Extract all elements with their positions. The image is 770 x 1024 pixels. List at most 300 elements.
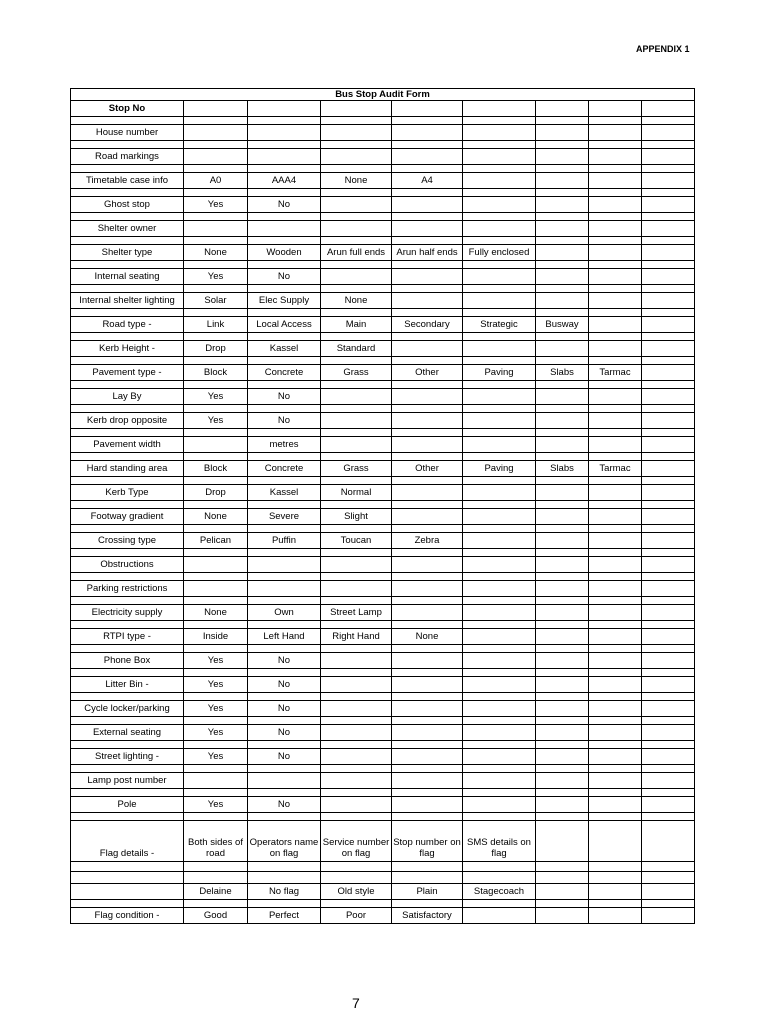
option-cell[interactable]: [321, 581, 392, 597]
option-cell[interactable]: Yes: [184, 269, 248, 285]
option-cell[interactable]: Severe: [248, 509, 321, 525]
option-cell[interactable]: [589, 221, 642, 237]
option-cell[interactable]: [642, 437, 695, 453]
option-cell[interactable]: Yes: [184, 749, 248, 765]
option-cell[interactable]: [536, 821, 589, 862]
option-cell[interactable]: [589, 797, 642, 813]
option-cell[interactable]: Slabs: [536, 461, 589, 477]
option-cell[interactable]: Stagecoach: [463, 884, 536, 900]
option-cell[interactable]: [392, 653, 463, 669]
option-cell[interactable]: [463, 773, 536, 789]
option-cell[interactable]: [536, 173, 589, 189]
option-cell[interactable]: [642, 245, 695, 261]
option-cell[interactable]: [642, 173, 695, 189]
spacer-cell: [184, 213, 248, 221]
option-cell[interactable]: [463, 125, 536, 141]
option-cell[interactable]: [536, 149, 589, 165]
option-cell[interactable]: [248, 557, 321, 573]
option-cell[interactable]: [321, 677, 392, 693]
row-label: Electricity supply: [71, 605, 184, 621]
option-cell[interactable]: [642, 125, 695, 141]
table-cell[interactable]: [392, 101, 463, 117]
option-cell[interactable]: Slight: [321, 509, 392, 525]
spacer-cell: [463, 597, 536, 605]
option-cell[interactable]: A0: [184, 173, 248, 189]
table-cell[interactable]: [589, 101, 642, 117]
option-cell[interactable]: [589, 821, 642, 862]
option-cell[interactable]: Arun full ends: [321, 245, 392, 261]
option-cell[interactable]: Puffin: [248, 533, 321, 549]
option-cell[interactable]: [642, 653, 695, 669]
option-cell[interactable]: [536, 581, 589, 597]
option-cell[interactable]: [589, 701, 642, 717]
option-cell[interactable]: [392, 413, 463, 429]
option-cell[interactable]: Own: [248, 605, 321, 621]
option-cell[interactable]: [184, 773, 248, 789]
spacer-cell: [642, 453, 695, 461]
option-cell[interactable]: [463, 629, 536, 645]
option-cell[interactable]: No: [248, 197, 321, 213]
option-cell[interactable]: [392, 725, 463, 741]
option-cell[interactable]: [392, 509, 463, 525]
option-cell[interactable]: [321, 725, 392, 741]
option-cell[interactable]: [589, 245, 642, 261]
option-cell[interactable]: [392, 605, 463, 621]
option-cell[interactable]: [392, 389, 463, 405]
spacer-cell: [392, 165, 463, 173]
stop-no-row: [71, 101, 695, 117]
spacer-cell: [71, 525, 184, 533]
option-cell[interactable]: Plain: [392, 884, 463, 900]
spacer-cell: [463, 813, 536, 821]
option-cell[interactable]: A4: [392, 173, 463, 189]
option-cell[interactable]: [642, 701, 695, 717]
option-cell[interactable]: [642, 269, 695, 285]
option-cell[interactable]: [463, 797, 536, 813]
option-cell[interactable]: [589, 677, 642, 693]
option-cell[interactable]: [589, 629, 642, 645]
option-cell[interactable]: [392, 581, 463, 597]
option-cell[interactable]: [392, 677, 463, 693]
option-cell[interactable]: Wooden: [248, 245, 321, 261]
option-cell[interactable]: Block: [184, 365, 248, 381]
table-cell[interactable]: [642, 101, 695, 117]
option-cell[interactable]: [392, 749, 463, 765]
table-row: [71, 749, 695, 765]
option-cell[interactable]: [184, 149, 248, 165]
option-cell[interactable]: [321, 653, 392, 669]
table-row: [71, 461, 695, 477]
spacer-cell: [463, 381, 536, 389]
table-cell[interactable]: [321, 101, 392, 117]
option-cell[interactable]: [321, 557, 392, 573]
option-cell[interactable]: [463, 221, 536, 237]
option-cell[interactable]: Arun half ends: [392, 245, 463, 261]
option-cell[interactable]: Satisfactory: [392, 908, 463, 924]
spacer-cell: [184, 501, 248, 509]
option-cell[interactable]: [321, 221, 392, 237]
option-cell[interactable]: [642, 149, 695, 165]
option-cell[interactable]: Paving: [463, 365, 536, 381]
option-cell[interactable]: [642, 884, 695, 900]
option-cell[interactable]: [463, 908, 536, 924]
option-cell[interactable]: None: [184, 245, 248, 261]
option-cell[interactable]: [536, 509, 589, 525]
option-cell[interactable]: [536, 725, 589, 741]
option-cell[interactable]: [642, 677, 695, 693]
option-cell[interactable]: [642, 773, 695, 789]
option-cell[interactable]: Yes: [184, 197, 248, 213]
spacer-cell: [642, 381, 695, 389]
option-cell[interactable]: [642, 605, 695, 621]
spacer-cell: [184, 872, 248, 884]
option-cell[interactable]: Delaine: [184, 884, 248, 900]
spacer-cell: [248, 141, 321, 149]
option-cell[interactable]: Good: [184, 908, 248, 924]
option-cell[interactable]: [536, 557, 589, 573]
option-cell[interactable]: No flag: [248, 884, 321, 900]
option-cell[interactable]: [589, 533, 642, 549]
option-cell[interactable]: [463, 269, 536, 285]
option-cell[interactable]: [184, 221, 248, 237]
option-cell[interactable]: Grass: [321, 365, 392, 381]
option-cell[interactable]: Yes: [184, 797, 248, 813]
option-cell[interactable]: [642, 485, 695, 501]
option-cell[interactable]: [589, 149, 642, 165]
option-cell[interactable]: Pelican: [184, 533, 248, 549]
option-cell[interactable]: [536, 677, 589, 693]
option-cell[interactable]: No: [248, 653, 321, 669]
option-cell[interactable]: [589, 605, 642, 621]
option-cell[interactable]: No: [248, 725, 321, 741]
option-cell[interactable]: SMS details on flag: [463, 821, 536, 862]
option-cell[interactable]: [463, 173, 536, 189]
table-cell[interactable]: [184, 101, 248, 117]
option-cell[interactable]: [463, 413, 536, 429]
option-cell[interactable]: No: [248, 389, 321, 405]
option-cell[interactable]: Local Access: [248, 317, 321, 333]
option-cell[interactable]: Concrete: [248, 461, 321, 477]
option-cell[interactable]: AAA4: [248, 173, 321, 189]
option-cell[interactable]: [463, 605, 536, 621]
option-cell[interactable]: [589, 749, 642, 765]
option-cell[interactable]: Right Hand: [321, 629, 392, 645]
spacer-cell: [589, 862, 642, 872]
option-cell[interactable]: Main: [321, 317, 392, 333]
option-cell[interactable]: [536, 221, 589, 237]
spacer-cell: [536, 285, 589, 293]
option-cell[interactable]: Other: [392, 461, 463, 477]
option-cell[interactable]: No: [248, 677, 321, 693]
option-cell[interactable]: None: [184, 509, 248, 525]
spacer-cell: [642, 285, 695, 293]
spacer-row: [71, 549, 695, 557]
option-cell[interactable]: [642, 557, 695, 573]
option-cell[interactable]: [536, 605, 589, 621]
spacer-cell: [642, 165, 695, 173]
option-cell[interactable]: [392, 437, 463, 453]
option-cell[interactable]: Drop: [184, 485, 248, 501]
option-cell[interactable]: [642, 821, 695, 862]
option-cell[interactable]: Paving: [463, 461, 536, 477]
option-cell[interactable]: [536, 125, 589, 141]
option-cell[interactable]: [463, 581, 536, 597]
option-cell[interactable]: [536, 389, 589, 405]
option-cell[interactable]: [642, 797, 695, 813]
table-cell[interactable]: [463, 101, 536, 117]
option-cell[interactable]: [589, 341, 642, 357]
option-cell[interactable]: [463, 749, 536, 765]
option-cell[interactable]: [536, 629, 589, 645]
option-cell[interactable]: [536, 908, 589, 924]
option-cell[interactable]: Poor: [321, 908, 392, 924]
spacer-cell: [392, 213, 463, 221]
option-cell[interactable]: [536, 413, 589, 429]
option-cell[interactable]: [463, 701, 536, 717]
spacer-cell: [321, 525, 392, 533]
spacer-cell: [392, 261, 463, 269]
option-cell[interactable]: [321, 797, 392, 813]
option-cell[interactable]: Tarmac: [589, 365, 642, 381]
spacer-cell: [589, 717, 642, 725]
spacer-cell: [642, 900, 695, 908]
option-cell[interactable]: Yes: [184, 653, 248, 669]
option-cell[interactable]: [463, 557, 536, 573]
table-cell[interactable]: [248, 101, 321, 117]
option-cell[interactable]: [642, 509, 695, 525]
option-cell[interactable]: Perfect: [248, 908, 321, 924]
spacer-cell: [642, 765, 695, 773]
option-cell[interactable]: [248, 125, 321, 141]
option-cell[interactable]: [589, 509, 642, 525]
option-cell[interactable]: [463, 341, 536, 357]
option-cell[interactable]: [392, 197, 463, 213]
option-cell[interactable]: Yes: [184, 413, 248, 429]
option-cell[interactable]: [321, 773, 392, 789]
option-cell[interactable]: [392, 773, 463, 789]
option-cell[interactable]: [589, 389, 642, 405]
table-cell[interactable]: [536, 101, 589, 117]
option-cell[interactable]: [321, 149, 392, 165]
option-cell[interactable]: [536, 884, 589, 900]
option-cell[interactable]: [642, 221, 695, 237]
option-cell[interactable]: Operators name on flag: [248, 821, 321, 862]
option-cell[interactable]: [589, 125, 642, 141]
option-cell[interactable]: [642, 533, 695, 549]
option-cell[interactable]: [642, 749, 695, 765]
option-cell[interactable]: [589, 413, 642, 429]
option-cell[interactable]: Yes: [184, 701, 248, 717]
option-cell[interactable]: [536, 293, 589, 309]
spacer-cell: [248, 357, 321, 365]
option-cell[interactable]: [536, 773, 589, 789]
option-cell[interactable]: Block: [184, 461, 248, 477]
option-cell[interactable]: [589, 269, 642, 285]
spacer-cell: [589, 429, 642, 437]
option-cell[interactable]: [589, 773, 642, 789]
option-cell[interactable]: [463, 293, 536, 309]
option-cell[interactable]: No: [248, 269, 321, 285]
option-cell[interactable]: [392, 149, 463, 165]
option-cell[interactable]: [184, 557, 248, 573]
option-cell[interactable]: No: [248, 413, 321, 429]
option-cell[interactable]: [589, 293, 642, 309]
option-cell[interactable]: [463, 149, 536, 165]
option-cell[interactable]: [392, 269, 463, 285]
option-cell[interactable]: [536, 749, 589, 765]
option-cell[interactable]: [463, 389, 536, 405]
option-cell[interactable]: [321, 749, 392, 765]
option-cell[interactable]: Normal: [321, 485, 392, 501]
option-cell[interactable]: [248, 773, 321, 789]
option-cell[interactable]: No: [248, 701, 321, 717]
option-cell[interactable]: [589, 725, 642, 741]
option-cell[interactable]: Kassel: [248, 341, 321, 357]
option-cell[interactable]: [463, 677, 536, 693]
option-cell[interactable]: [642, 461, 695, 477]
option-cell[interactable]: [463, 509, 536, 525]
option-cell[interactable]: Slabs: [536, 365, 589, 381]
option-cell[interactable]: Inside: [184, 629, 248, 645]
option-cell[interactable]: [184, 581, 248, 597]
option-cell[interactable]: [536, 269, 589, 285]
spacer-cell: [184, 141, 248, 149]
option-cell[interactable]: Secondary: [392, 317, 463, 333]
option-cell[interactable]: [589, 485, 642, 501]
option-cell[interactable]: None: [392, 629, 463, 645]
option-cell[interactable]: [589, 581, 642, 597]
option-cell[interactable]: Grass: [321, 461, 392, 477]
option-cell[interactable]: [536, 197, 589, 213]
option-cell[interactable]: [392, 341, 463, 357]
option-cell[interactable]: Solar: [184, 293, 248, 309]
option-cell[interactable]: [536, 653, 589, 669]
option-cell[interactable]: [321, 269, 392, 285]
option-cell[interactable]: Elec Supply: [248, 293, 321, 309]
option-cell[interactable]: [589, 908, 642, 924]
option-cell[interactable]: [392, 701, 463, 717]
option-cell[interactable]: Strategic: [463, 317, 536, 333]
spacer-row: [71, 357, 695, 365]
option-cell[interactable]: [589, 317, 642, 333]
option-cell[interactable]: [589, 653, 642, 669]
spacer-cell: [71, 573, 184, 581]
option-cell[interactable]: Toucan: [321, 533, 392, 549]
option-cell[interactable]: [589, 884, 642, 900]
spacer-cell: [642, 573, 695, 581]
option-cell[interactable]: [463, 197, 536, 213]
option-cell[interactable]: [321, 197, 392, 213]
option-cell[interactable]: Left Hand: [248, 629, 321, 645]
option-cell[interactable]: [536, 341, 589, 357]
spacer-cell: [392, 525, 463, 533]
option-cell[interactable]: [463, 533, 536, 549]
option-cell[interactable]: [248, 581, 321, 597]
option-cell[interactable]: [321, 125, 392, 141]
option-cell[interactable]: [642, 413, 695, 429]
option-cell[interactable]: Zebra: [392, 533, 463, 549]
option-cell[interactable]: Yes: [184, 389, 248, 405]
option-cell[interactable]: [642, 725, 695, 741]
option-cell[interactable]: [248, 149, 321, 165]
option-cell[interactable]: Link: [184, 317, 248, 333]
option-cell[interactable]: Yes: [184, 677, 248, 693]
option-cell[interactable]: Street Lamp: [321, 605, 392, 621]
option-cell[interactable]: Fully enclosed: [463, 245, 536, 261]
option-cell[interactable]: Kassel: [248, 485, 321, 501]
option-cell[interactable]: Old style: [321, 884, 392, 900]
option-cell[interactable]: Concrete: [248, 365, 321, 381]
option-cell[interactable]: [536, 437, 589, 453]
option-cell[interactable]: [321, 389, 392, 405]
option-cell[interactable]: metres: [248, 437, 321, 453]
option-cell[interactable]: None: [321, 293, 392, 309]
option-cell[interactable]: [589, 173, 642, 189]
option-cell[interactable]: Stop number on flag: [392, 821, 463, 862]
option-cell[interactable]: [463, 437, 536, 453]
option-cell[interactable]: [392, 293, 463, 309]
option-cell[interactable]: [642, 293, 695, 309]
option-cell[interactable]: [642, 365, 695, 381]
option-cell[interactable]: No: [248, 749, 321, 765]
option-cell[interactable]: [321, 701, 392, 717]
option-cell[interactable]: Yes: [184, 725, 248, 741]
option-cell[interactable]: [642, 341, 695, 357]
option-cell[interactable]: Standard: [321, 341, 392, 357]
option-cell[interactable]: [642, 629, 695, 645]
option-cell[interactable]: [392, 797, 463, 813]
option-cell[interactable]: [536, 533, 589, 549]
option-cell[interactable]: [463, 653, 536, 669]
spacer-cell: [184, 645, 248, 653]
option-cell[interactable]: [184, 125, 248, 141]
option-cell[interactable]: [392, 221, 463, 237]
option-cell[interactable]: [642, 389, 695, 405]
option-cell[interactable]: [536, 485, 589, 501]
option-cell[interactable]: [536, 797, 589, 813]
option-cell[interactable]: Other: [392, 365, 463, 381]
spacer-cell: [463, 477, 536, 485]
spacer-cell: [248, 381, 321, 389]
option-cell[interactable]: [589, 557, 642, 573]
option-cell[interactable]: [321, 437, 392, 453]
option-cell[interactable]: Tarmac: [589, 461, 642, 477]
option-cell[interactable]: [536, 701, 589, 717]
option-cell[interactable]: None: [184, 605, 248, 621]
option-cell[interactable]: [642, 197, 695, 213]
option-cell[interactable]: [321, 413, 392, 429]
option-cell[interactable]: [642, 317, 695, 333]
option-cell[interactable]: [463, 725, 536, 741]
option-cell[interactable]: [589, 437, 642, 453]
option-cell[interactable]: No: [248, 797, 321, 813]
option-cell[interactable]: Busway: [536, 317, 589, 333]
option-cell[interactable]: [392, 485, 463, 501]
option-cell[interactable]: [589, 197, 642, 213]
option-cell[interactable]: [184, 437, 248, 453]
option-cell[interactable]: Both sides of road: [184, 821, 248, 862]
option-cell[interactable]: [392, 125, 463, 141]
option-cell[interactable]: [642, 581, 695, 597]
option-cell[interactable]: [248, 221, 321, 237]
option-cell[interactable]: [642, 908, 695, 924]
option-cell[interactable]: Drop: [184, 341, 248, 357]
option-cell[interactable]: [463, 485, 536, 501]
option-cell[interactable]: None: [321, 173, 392, 189]
option-cell[interactable]: Service number on flag: [321, 821, 392, 862]
option-cell[interactable]: [536, 245, 589, 261]
option-cell[interactable]: [392, 557, 463, 573]
